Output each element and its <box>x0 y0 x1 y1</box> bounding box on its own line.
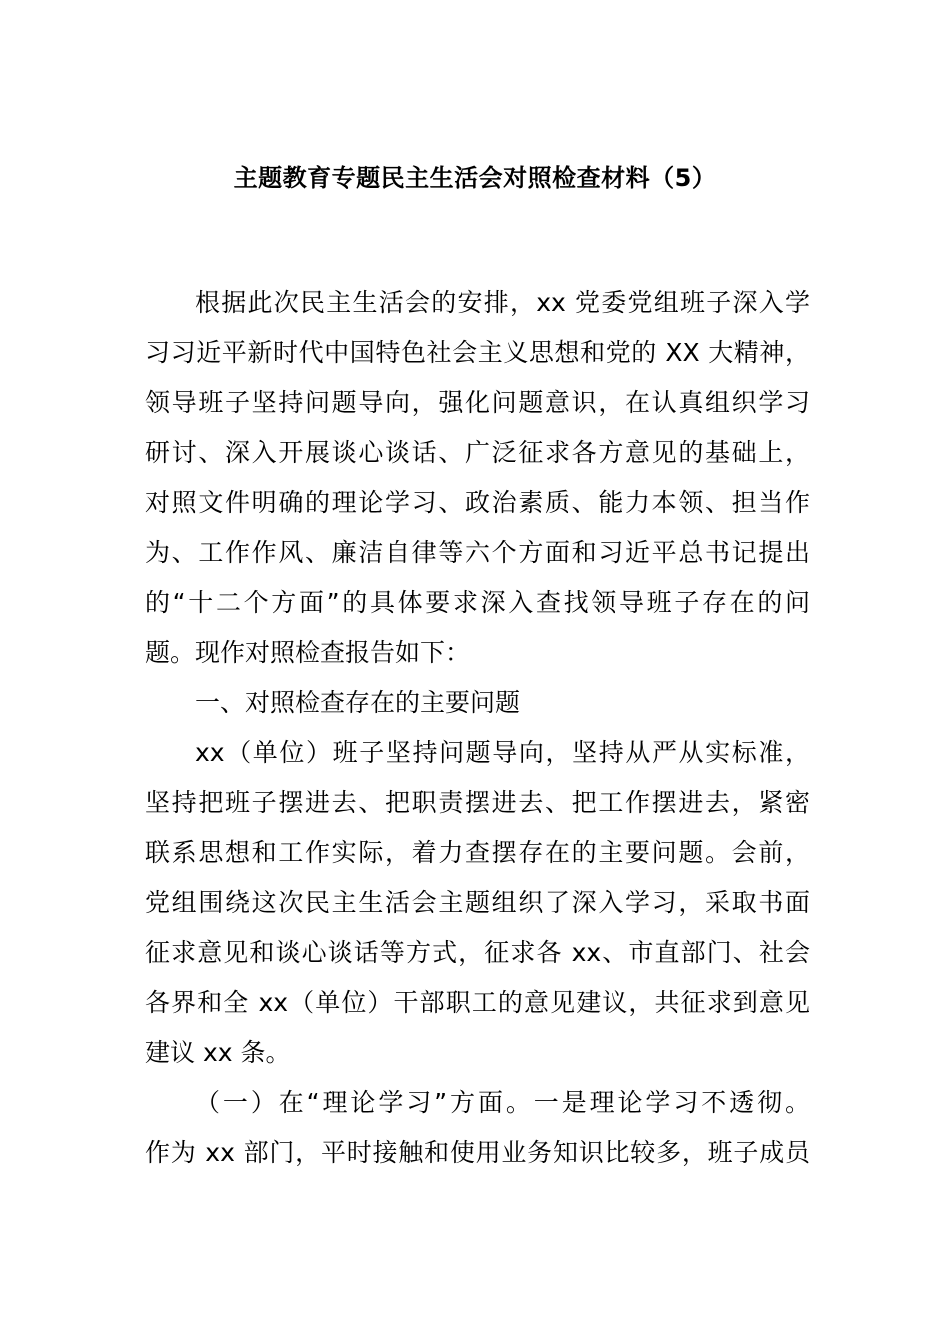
text-line: xx（单位）班子坚持问题导向，坚持从严从实标准， <box>195 738 810 767</box>
text-line: 党组围绕这次民主生活会主题组织了深入学习，采取书面 <box>145 888 810 917</box>
text-line: 领导班子坚持问题导向，强化问题意识，在认真组织学习 <box>145 388 810 417</box>
document-body <box>145 283 810 1183</box>
text-line: 的“十二个方面”的具体要求深入查找领导班子存在的问 <box>145 588 810 617</box>
text-line: 题。现作对照检查报告如下： <box>145 638 471 667</box>
text-line: 联系思想和工作实际，着力查摆存在的主要问题。会前， <box>145 838 810 867</box>
text-line: 作为 xx 部门，平时接触和使用业务知识比较多，班子成员 <box>145 1138 810 1167</box>
text-line: 建议 xx 条。 <box>145 1038 291 1067</box>
text-line: 根据此次民主生活会的安排，xx 党委党组班子深入学 <box>195 288 810 317</box>
text-line: （一）在“理论学习”方面。一是理论学习不透彻。 <box>195 1088 810 1117</box>
text-line: 研讨、深入开展谈心谈话、广泛征求各方意见的基础上， <box>145 438 810 467</box>
text-line: 各界和全 xx（单位）干部职工的意见建议，共征求到意见 <box>145 988 810 1017</box>
document-title: 主题教育专题民主生活会对照检查材料（5） <box>233 164 717 192</box>
text-line: 为、工作作风、廉洁自律等六个方面和习近平总书记提出 <box>145 538 810 567</box>
text-line: 习习近平新时代中国特色社会主义思想和党的 XX 大精神， <box>145 338 810 367</box>
section-heading: 一、对照检查存在的主要问题 <box>195 688 521 717</box>
text-line: 对照文件明确的理论学习、政治素质、能力本领、担当作 <box>145 488 810 517</box>
text-line: 坚持把班子摆进去、把职责摆进去、把工作摆进去，紧密 <box>145 788 810 817</box>
text-line: 征求意见和谈心谈话等方式，征求各 xx、市直部门、社会 <box>145 938 810 967</box>
